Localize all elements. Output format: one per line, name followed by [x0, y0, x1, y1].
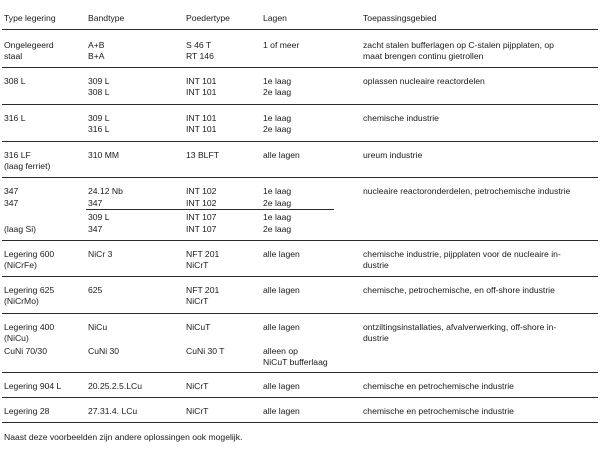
- row4-type-1: 347: [4, 198, 19, 208]
- row5-toep-0: chemische industrie, pijpplaten voor de nucleaire in-: [363, 249, 561, 259]
- row3-toep-0: ureum industrie: [363, 150, 423, 160]
- row2-toep-0: chemische industrie: [363, 113, 439, 123]
- row6-lagen-0: alle lagen: [263, 285, 300, 295]
- row8-poeder-0: NiCrT: [186, 381, 209, 391]
- row8-type-0: Legering 904 L: [4, 381, 62, 391]
- row-rule: [2, 276, 598, 277]
- row0-type-1: staal: [4, 51, 23, 61]
- row6-toep-0: chemische, petrochemische, en off-shore industrie: [363, 285, 555, 295]
- row-rule: [2, 313, 598, 314]
- row0-toep-0: zacht stalen bufferlagen op C-stalen pijpplaten, op: [363, 40, 554, 50]
- row9-band-0: 27.31.4. LCu: [88, 406, 138, 416]
- row6-type-1: (NiCrMo): [4, 296, 39, 306]
- row4-band-0: 24.12 Nb: [88, 186, 123, 196]
- row-rule: [2, 104, 598, 105]
- footnote: Naast deze voorbeelden zijn andere oplossingen ook mogelijk.: [4, 432, 243, 442]
- row5-band-0: NiCr 3: [88, 249, 113, 259]
- row3-lagen-0: alle lagen: [263, 150, 300, 160]
- row-rule: [2, 67, 598, 68]
- row2-poeder-0: INT 101: [186, 113, 217, 123]
- row7-type-2: CuNi 70/30: [4, 346, 47, 356]
- row5-poeder-0: NFT 201: [186, 249, 220, 259]
- row1-type-0: 308 L: [4, 76, 26, 86]
- row0-lagen-0: 1 of meer: [263, 40, 300, 50]
- row4-poeder-2: INT 107: [186, 212, 217, 222]
- row0-band-1: B+A: [88, 51, 105, 61]
- row2-band-0: 309 L: [88, 113, 110, 123]
- row6-poeder-0: NFT 201: [186, 285, 220, 295]
- row4-band-3: 347: [88, 224, 103, 234]
- row5-lagen-0: alle lagen: [263, 249, 300, 259]
- row4-lagen-2: 1e laag: [263, 212, 292, 222]
- row-rule: [2, 141, 598, 142]
- row7-lagen-0: alle lagen: [263, 322, 300, 332]
- row6-type-0: Legering 625: [4, 285, 55, 295]
- row5-type-1: (NiCrFe): [4, 260, 37, 270]
- row-rule: [2, 177, 598, 178]
- row7-type-0: Legering 400: [4, 322, 55, 332]
- row4-poeder-3: INT 107: [186, 224, 217, 234]
- row1-band-0: 309 L: [88, 76, 110, 86]
- row3-band-0: 310 MM: [88, 150, 120, 160]
- row7-toep-0: ontziltingsinstallaties, afvalverwerking, off-shore in-: [363, 322, 557, 332]
- row7-poeder-0: NiCuT: [186, 322, 211, 332]
- row6-band-0: 625: [88, 285, 103, 295]
- header-poedertype: Poedertype: [186, 13, 230, 23]
- row9-type-0: Legering 28: [4, 406, 50, 416]
- row0-poeder-0: S 46 T: [186, 40, 212, 50]
- row0-poeder-1: RT 146: [186, 51, 214, 61]
- row4-band-1: 347: [88, 198, 103, 208]
- header-bandtype: Bandtype: [88, 13, 125, 23]
- row2-band-1: 316 L: [88, 124, 110, 134]
- header-type-legering: Type legering: [4, 13, 56, 23]
- row-rule: [2, 240, 598, 241]
- row3-type-0: 316 LF: [4, 150, 31, 160]
- header-rule: [2, 29, 598, 30]
- row4-poeder-0: INT 102: [186, 186, 217, 196]
- header-toepassingsgebied: Toepassingsgebied: [363, 13, 437, 23]
- row7-band-0: NiCu: [88, 322, 108, 332]
- row1-lagen-0: 1e laag: [263, 76, 292, 86]
- row5-toep-1: dustrie: [363, 260, 389, 270]
- row4-lagen-3: 2e laag: [263, 224, 292, 234]
- row2-lagen-1: 2e laag: [263, 124, 292, 134]
- row4-lagen-1: 2e laag: [263, 198, 292, 208]
- row4-lagen-0: 1e laag: [263, 186, 292, 196]
- row4-poeder-1: INT 102: [186, 198, 217, 208]
- row8-toep-0: chemische en petrochemische industrie: [363, 381, 514, 391]
- row7-lagen-3: NiCuT bufferlaag: [263, 357, 328, 367]
- row6-poeder-1: NiCrT: [186, 296, 209, 306]
- row0-toep-1: maat brengen continu gietrollen: [363, 51, 484, 61]
- row-rule: [2, 372, 598, 373]
- row0-band-0: A+B: [88, 40, 105, 50]
- row1-poeder-1: INT 101: [186, 87, 217, 97]
- row4-toep-0: nucleaire reactoronderdelen, petrochemische industrie: [363, 186, 571, 196]
- row7-band-2: CuNi 30: [88, 346, 120, 356]
- row2-type-0: 316 L: [4, 113, 26, 123]
- row7-type-1: (NiCu): [4, 333, 29, 343]
- row9-lagen-0: alle lagen: [263, 406, 300, 416]
- row1-toep-0: oplassen nucleaire reactordelen: [363, 76, 485, 86]
- row9-poeder-0: NiCrT: [186, 406, 209, 416]
- row0-type-0: Ongelegeerd: [4, 40, 54, 50]
- row5-poeder-1: NiCrT: [186, 260, 209, 270]
- row7-lagen-2: alleen op: [263, 346, 298, 356]
- subgroup-divider: [86, 209, 334, 210]
- row1-poeder-0: INT 101: [186, 76, 217, 86]
- row1-lagen-1: 2e laag: [263, 87, 292, 97]
- row9-toep-0: chemische en petrochemische industrie: [363, 406, 514, 416]
- row8-band-0: 20.25.2.5.LCu: [88, 381, 142, 391]
- row2-poeder-1: INT 101: [186, 124, 217, 134]
- row3-type-1: (laag ferriet): [4, 161, 51, 171]
- row3-poeder-0: 13 BLFT: [186, 150, 219, 160]
- table-bottom-rule: [2, 422, 598, 423]
- row2-lagen-0: 1e laag: [263, 113, 292, 123]
- row7-poeder-2: CuNi 30 T: [186, 346, 225, 356]
- row4-type-3: (laag Si): [4, 224, 36, 234]
- row5-type-0: Legering 600: [4, 249, 55, 259]
- header-lagen: Lagen: [263, 13, 287, 23]
- row4-band-2: 309 L: [88, 212, 110, 222]
- row1-band-1: 308 L: [88, 87, 110, 97]
- row-rule: [2, 397, 598, 398]
- row7-toep-1: dustrie: [363, 333, 389, 343]
- row4-type-0: 347: [4, 186, 19, 196]
- row8-lagen-0: alle lagen: [263, 381, 300, 391]
